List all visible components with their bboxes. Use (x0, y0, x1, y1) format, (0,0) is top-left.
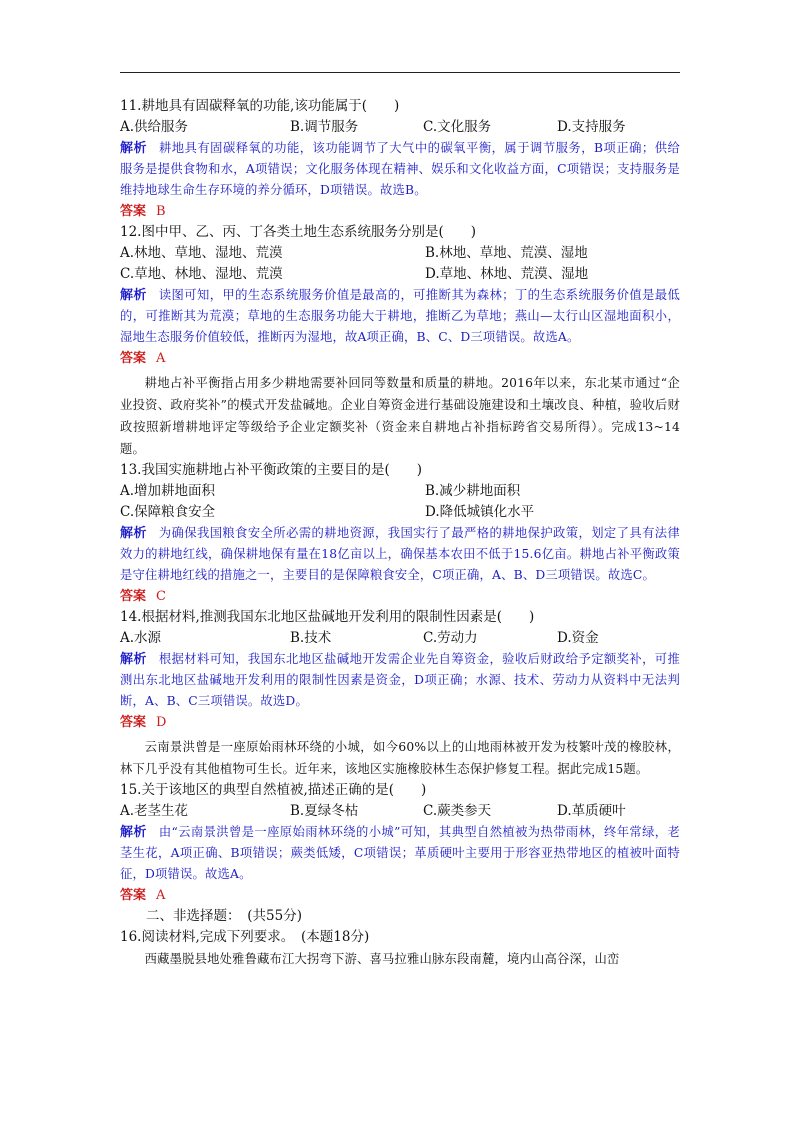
option: B.技术 (290, 630, 332, 646)
explanation-15 (120, 822, 680, 885)
answer-14 (120, 712, 680, 733)
option: B.夏绿冬枯 (290, 803, 359, 819)
section-heading: 二、非选择题： (共55分) (146, 908, 302, 924)
question-11: 11.耕地具有固碳释氧的功能,该功能属于( ) (120, 98, 400, 114)
explanation-label: 解析 (120, 825, 147, 840)
question-15: 15.关于该地区的典型自然植被,描述正确的是( ) (120, 782, 427, 798)
answer-label: 答案 (120, 589, 147, 604)
question-16: 16.阅读材料,完成下列要求。 (本题18分) (120, 929, 370, 945)
answer-11 (120, 201, 680, 222)
option: B.林地、草地、荒漠、湿地 (425, 245, 588, 261)
document-body (120, 96, 680, 970)
answer-label: 答案 (120, 204, 147, 219)
answer-12 (120, 348, 680, 369)
answer-13 (120, 586, 680, 607)
option: A.林地、草地、湿地、荒漠 (120, 245, 283, 261)
question-12: 12.图中甲、乙、丙、丁各类土地生态系统服务分别是( ) (120, 224, 477, 240)
answer-15 (120, 885, 680, 906)
option: C.草地、林地、湿地、荒漠 (120, 266, 283, 282)
question-13: 13.我国实施耕地占补平衡政策的主要目的是( ) (120, 462, 423, 478)
option: C.劳动力 (423, 630, 478, 646)
option: B.调节服务 (290, 119, 359, 135)
option: D.支持服务 (557, 119, 626, 135)
explanation-text: 为确保我国粮食安全所必需的耕地资源，我国实行了最严格的耕地保护政策，划定了具有法律效力的耕地红线，确保耕地保有量在18亿亩以上，确保基本农田不低于15.6亿亩。耕地占补平衡政策是守住耕地红线的措施之一，主要目的是保障粮食安全，C项正确，A、B、D三项错误。故选C。 (120, 526, 680, 582)
header-rule (120, 72, 680, 73)
options-11 (120, 117, 680, 138)
question-14: 14.根据材料,推测我国东北地区盐碱地开发利用的限制性因素是( ) (120, 609, 535, 625)
explanation-label: 解析 (120, 652, 147, 667)
options-14 (120, 628, 680, 649)
answer-value: C (156, 589, 166, 604)
answer-label: 答案 (120, 888, 147, 903)
answer-label: 答案 (120, 351, 147, 366)
option: A.增加耕地面积 (120, 483, 216, 499)
answer-label: 答案 (120, 715, 147, 730)
material-paragraph: 西藏墨脱县地处雅鲁藏布江大拐弯下游、喜马拉雅山脉东段南麓，境内山高谷深，山峦 (144, 952, 620, 966)
option: A.老茎生花 (120, 803, 189, 819)
options-13 (120, 481, 680, 523)
answer-value: A (156, 351, 166, 366)
explanation-14 (120, 649, 680, 712)
explanation-label: 解析 (120, 141, 147, 156)
answer-value: D (156, 715, 167, 730)
option: C.蕨类参天 (423, 803, 492, 819)
explanation-text: 根据材料可知，我国东北地区盐碱地开发需企业先自筹资金，验收后财政给予定额奖补，可推测出东北地区盐碱地开发利用的限制性因素是资金，D项正确；水源、技术、劳动力从资料中无法判断，A、B、C三项错误。故选D。 (120, 652, 680, 708)
option: D.草地、林地、荒漠、湿地 (425, 266, 589, 282)
explanation-13 (120, 523, 680, 586)
material-paragraph: 耕地占补平衡指占用多少耕地需要补回同等数量和质量的耕地。2016年以来，东北某市通过“企业投资、政府奖补”的模式开发盐碱地。企业自筹资金进行基础设施建设和土壤改良、种植，验收后财政按照新增耕地评定等级给予企业定额奖补（资金来自耕地占补指标跨省交易所得）。完成13~14题。 (120, 376, 680, 456)
option: C.文化服务 (423, 119, 492, 135)
options-12 (120, 243, 680, 285)
explanation-11 (120, 138, 680, 201)
explanation-label: 解析 (120, 288, 147, 303)
options-15 (120, 801, 680, 822)
option: C.保障粮食安全 (120, 504, 216, 520)
answer-value: A (156, 888, 166, 903)
material-paragraph: 云南景洪曾是一座原始雨林环绕的小城，如今60%以上的山地雨林被开发为枝繁叶茂的橡胶林，林下几乎没有其他植物可生长。近年来，该地区实施橡胶林生态保护修复工程。据此完成15题。 (120, 740, 680, 776)
explanation-text: 耕地具有固碳释氧的功能，该功能调节了大气中的碳氧平衡，属于调节服务，B项正确；供给服务是提供食物和水，A项错误；文化服务体现在精神、娱乐和文化收益方面，C项错误；支持服务是维持地球生命生存环境的养分循环，D项错误。故选B。 (120, 141, 680, 197)
option: D.资金 (557, 630, 599, 646)
option: D.降低城镇化水平 (425, 504, 535, 520)
option: A.供给服务 (120, 119, 189, 135)
explanation-12 (120, 285, 680, 348)
option: D.革质硬叶 (557, 803, 626, 819)
answer-value: B (156, 204, 166, 219)
explanation-text: 由“云南景洪曾是一座原始雨林环绕的小城”可知，其典型自然植被为热带雨林，终年常绿，老茎生花，A项正确、B项错误；蕨类低矮，C项错误；革质硬叶主要用于形容亚热带地区的植被叶面特征，D项错误。故选A。 (120, 825, 680, 881)
explanation-text: 读图可知，甲的生态系统服务价值是最高的，可推断其为森林；丁的生态系统服务价值是最低的，可推断其为荒漠；草地的生态服务功能大于耕地，推断乙为草地；燕山—太行山区湿地面积小，湿地生态服务价值较低，推断丙为湿地，故A项正确，B、C、D三项错误。故选A。 (120, 288, 680, 344)
explanation-label: 解析 (120, 526, 147, 541)
option: A.水源 (120, 630, 162, 646)
option: B.减少耕地面积 (425, 483, 521, 499)
